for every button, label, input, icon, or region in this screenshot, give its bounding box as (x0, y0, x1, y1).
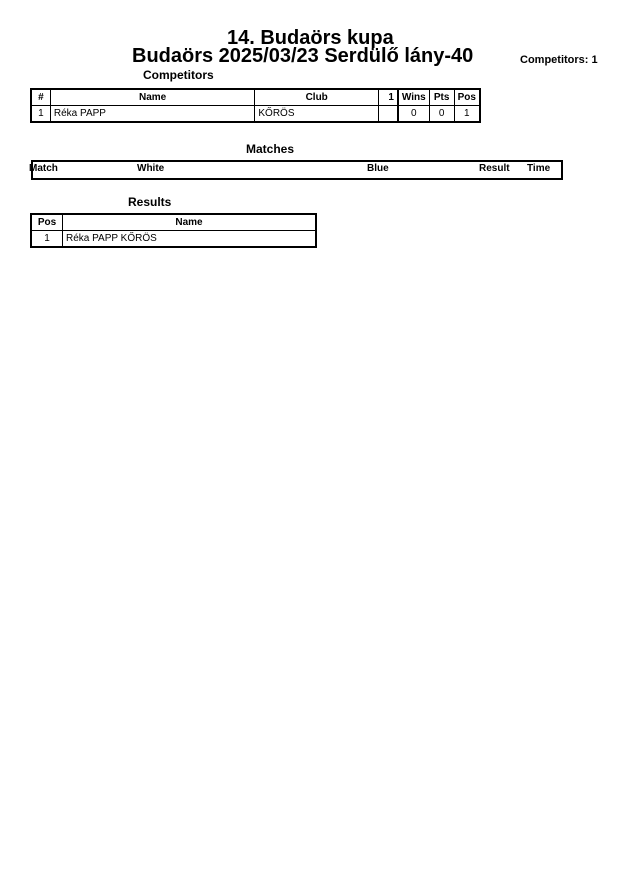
competitor-pts: 0 (429, 106, 454, 122)
page-subtitle: Budaörs 2025/03/23 Serdülő lány-40 (132, 45, 474, 67)
competitor-num: 1 (32, 106, 51, 122)
table-row (32, 106, 480, 122)
results-section-title: Results (128, 195, 172, 209)
competitor-wins: 0 (398, 106, 429, 122)
col-header-result-name: Name (63, 215, 316, 231)
col-header-blue: Blue (367, 163, 389, 174)
matches-table (31, 160, 563, 180)
col-header-pts: Pts (429, 90, 454, 106)
col-header-white: White (137, 163, 165, 174)
col-header-result-pos: Pos (32, 215, 63, 231)
competitors-header-row (32, 90, 480, 106)
tournament-title: 14. Budaörs kupa (227, 27, 394, 49)
col-header-num: # (32, 90, 51, 106)
competitor-pos: 1 (454, 106, 479, 122)
results-table (31, 214, 316, 247)
results-header-row (32, 215, 316, 231)
competitors-count: Competitors: 1 (520, 54, 598, 66)
col-header-time: Time (527, 163, 551, 174)
col-header-opponent-1: 1 (378, 90, 397, 106)
result-name: Réka PAPP KŐRÖS (63, 231, 316, 247)
col-header-result: Result (479, 163, 510, 174)
col-header-wins: Wins (398, 90, 429, 106)
competitors-section-title: Competitors (143, 68, 214, 82)
matches-section-title: Matches (246, 142, 295, 156)
col-header-match: Match (29, 163, 58, 174)
competitor-vs-1 (378, 106, 397, 122)
competitor-club: KŐRÖS (255, 106, 379, 122)
table-row (32, 231, 316, 247)
competitor-name: Réka PAPP (50, 106, 254, 122)
col-header-pos: Pos (454, 90, 479, 106)
col-header-name: Name (50, 90, 254, 106)
competitors-table (31, 89, 480, 122)
result-pos: 1 (32, 231, 63, 247)
col-header-club: Club (255, 90, 379, 106)
